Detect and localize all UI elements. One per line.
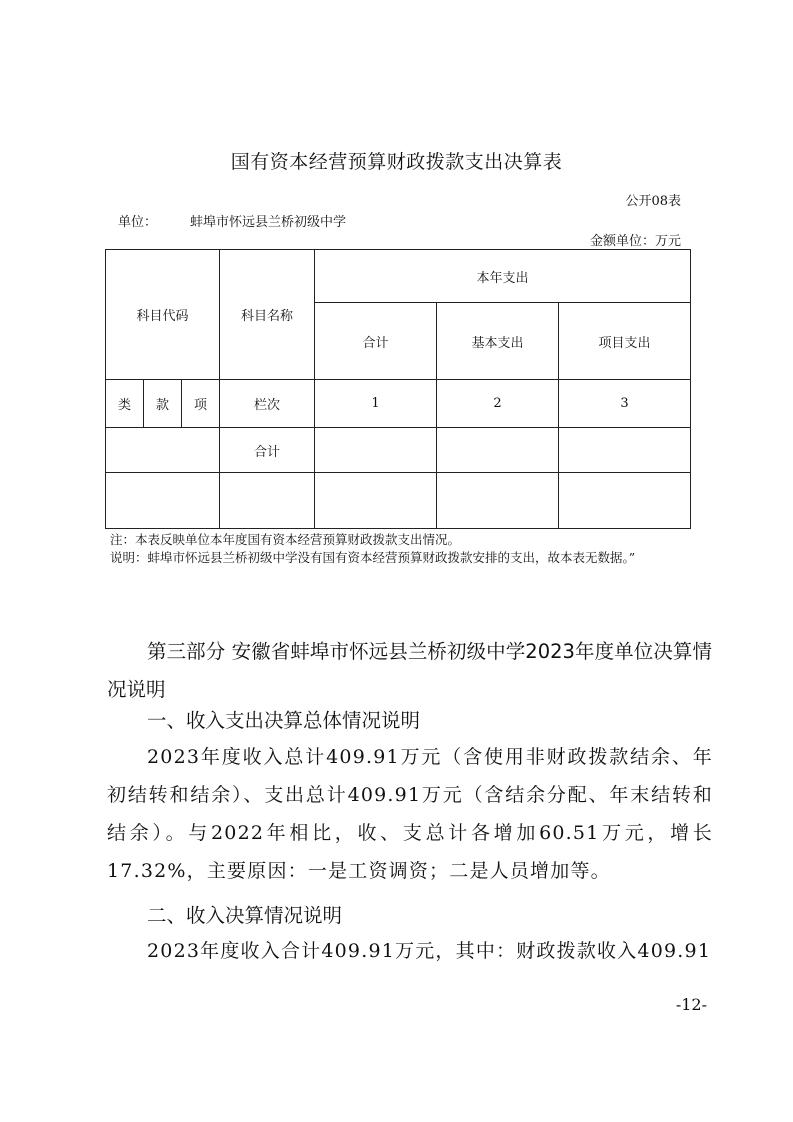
header-project-expense: 项目支出 — [559, 303, 691, 380]
table-cell — [106, 473, 220, 529]
header-basic-expense: 基本支出 — [437, 303, 559, 380]
unit-value: 蚌埠市怀远县兰桥初级中学 — [190, 215, 347, 230]
header-subject-code: 科目代码 — [106, 250, 220, 380]
section-title: 第三部分 安徽省蚌埠市怀远县兰桥初级中学2023年度单位决算情况说明 — [107, 640, 712, 701]
table-cell — [437, 473, 559, 529]
table-note: 注：本表反映单位本年度国有资本经营预算财政拨款支出情况。 — [110, 532, 461, 547]
header-category: 类 — [106, 380, 144, 428]
total-row-label: 合计 — [220, 428, 315, 473]
column-number-2: 2 — [437, 380, 559, 428]
column-number-1: 1 — [315, 380, 437, 428]
table-title: 国有资本经营预算财政拨款支出决算表 — [230, 151, 563, 173]
amount-unit: 金额单位：万元 — [589, 234, 681, 249]
table-cell — [315, 473, 437, 529]
header-current-year-expense: 本年支出 — [315, 250, 691, 303]
form-number: 公开08表 — [625, 194, 681, 209]
table-cell — [220, 473, 315, 529]
table-cell — [106, 428, 220, 473]
paragraph-income-expense-overview: 2023年度收入总计409.91万元（含使用非财政拨款结余、年初结转和结余）、支出总计409.91万元（含结余分配、年末结转和结余）。与2022年相比，收、支总计各增加60.51万元，增长17.32%，主要原因：一是工资调资；二是人员增加等。 — [107, 746, 713, 882]
header-column-order: 栏次 — [220, 380, 315, 428]
table-cell — [315, 428, 437, 473]
table-explanation: 说明：蚌埠市怀远县兰桥初级中学没有国有资本经营预算财政拨款安排的支出，故本表无数据。” — [110, 550, 636, 565]
table-cell — [559, 428, 691, 473]
paragraph-income-details: 2023年度收入合计409.91万元，其中：财政拨款收入409.91 — [147, 940, 712, 962]
column-number-3: 3 — [559, 380, 691, 428]
header-item: 项 — [182, 380, 220, 428]
unit-label: 单位： — [118, 215, 158, 230]
expense-table — [105, 249, 691, 529]
empty-row — [106, 473, 691, 529]
table-cell — [559, 473, 691, 529]
heading-income-expense-overview: 一、收入支出决算总体情况说明 — [147, 709, 421, 732]
table-cell — [437, 428, 559, 473]
header-section: 款 — [144, 380, 182, 428]
header-subject-name: 科目名称 — [220, 250, 315, 380]
total-row — [106, 428, 691, 473]
page-number: -12- — [675, 995, 707, 1014]
heading-income-details: 二、收入决算情况说明 — [147, 904, 343, 927]
header-total: 合计 — [315, 303, 437, 380]
